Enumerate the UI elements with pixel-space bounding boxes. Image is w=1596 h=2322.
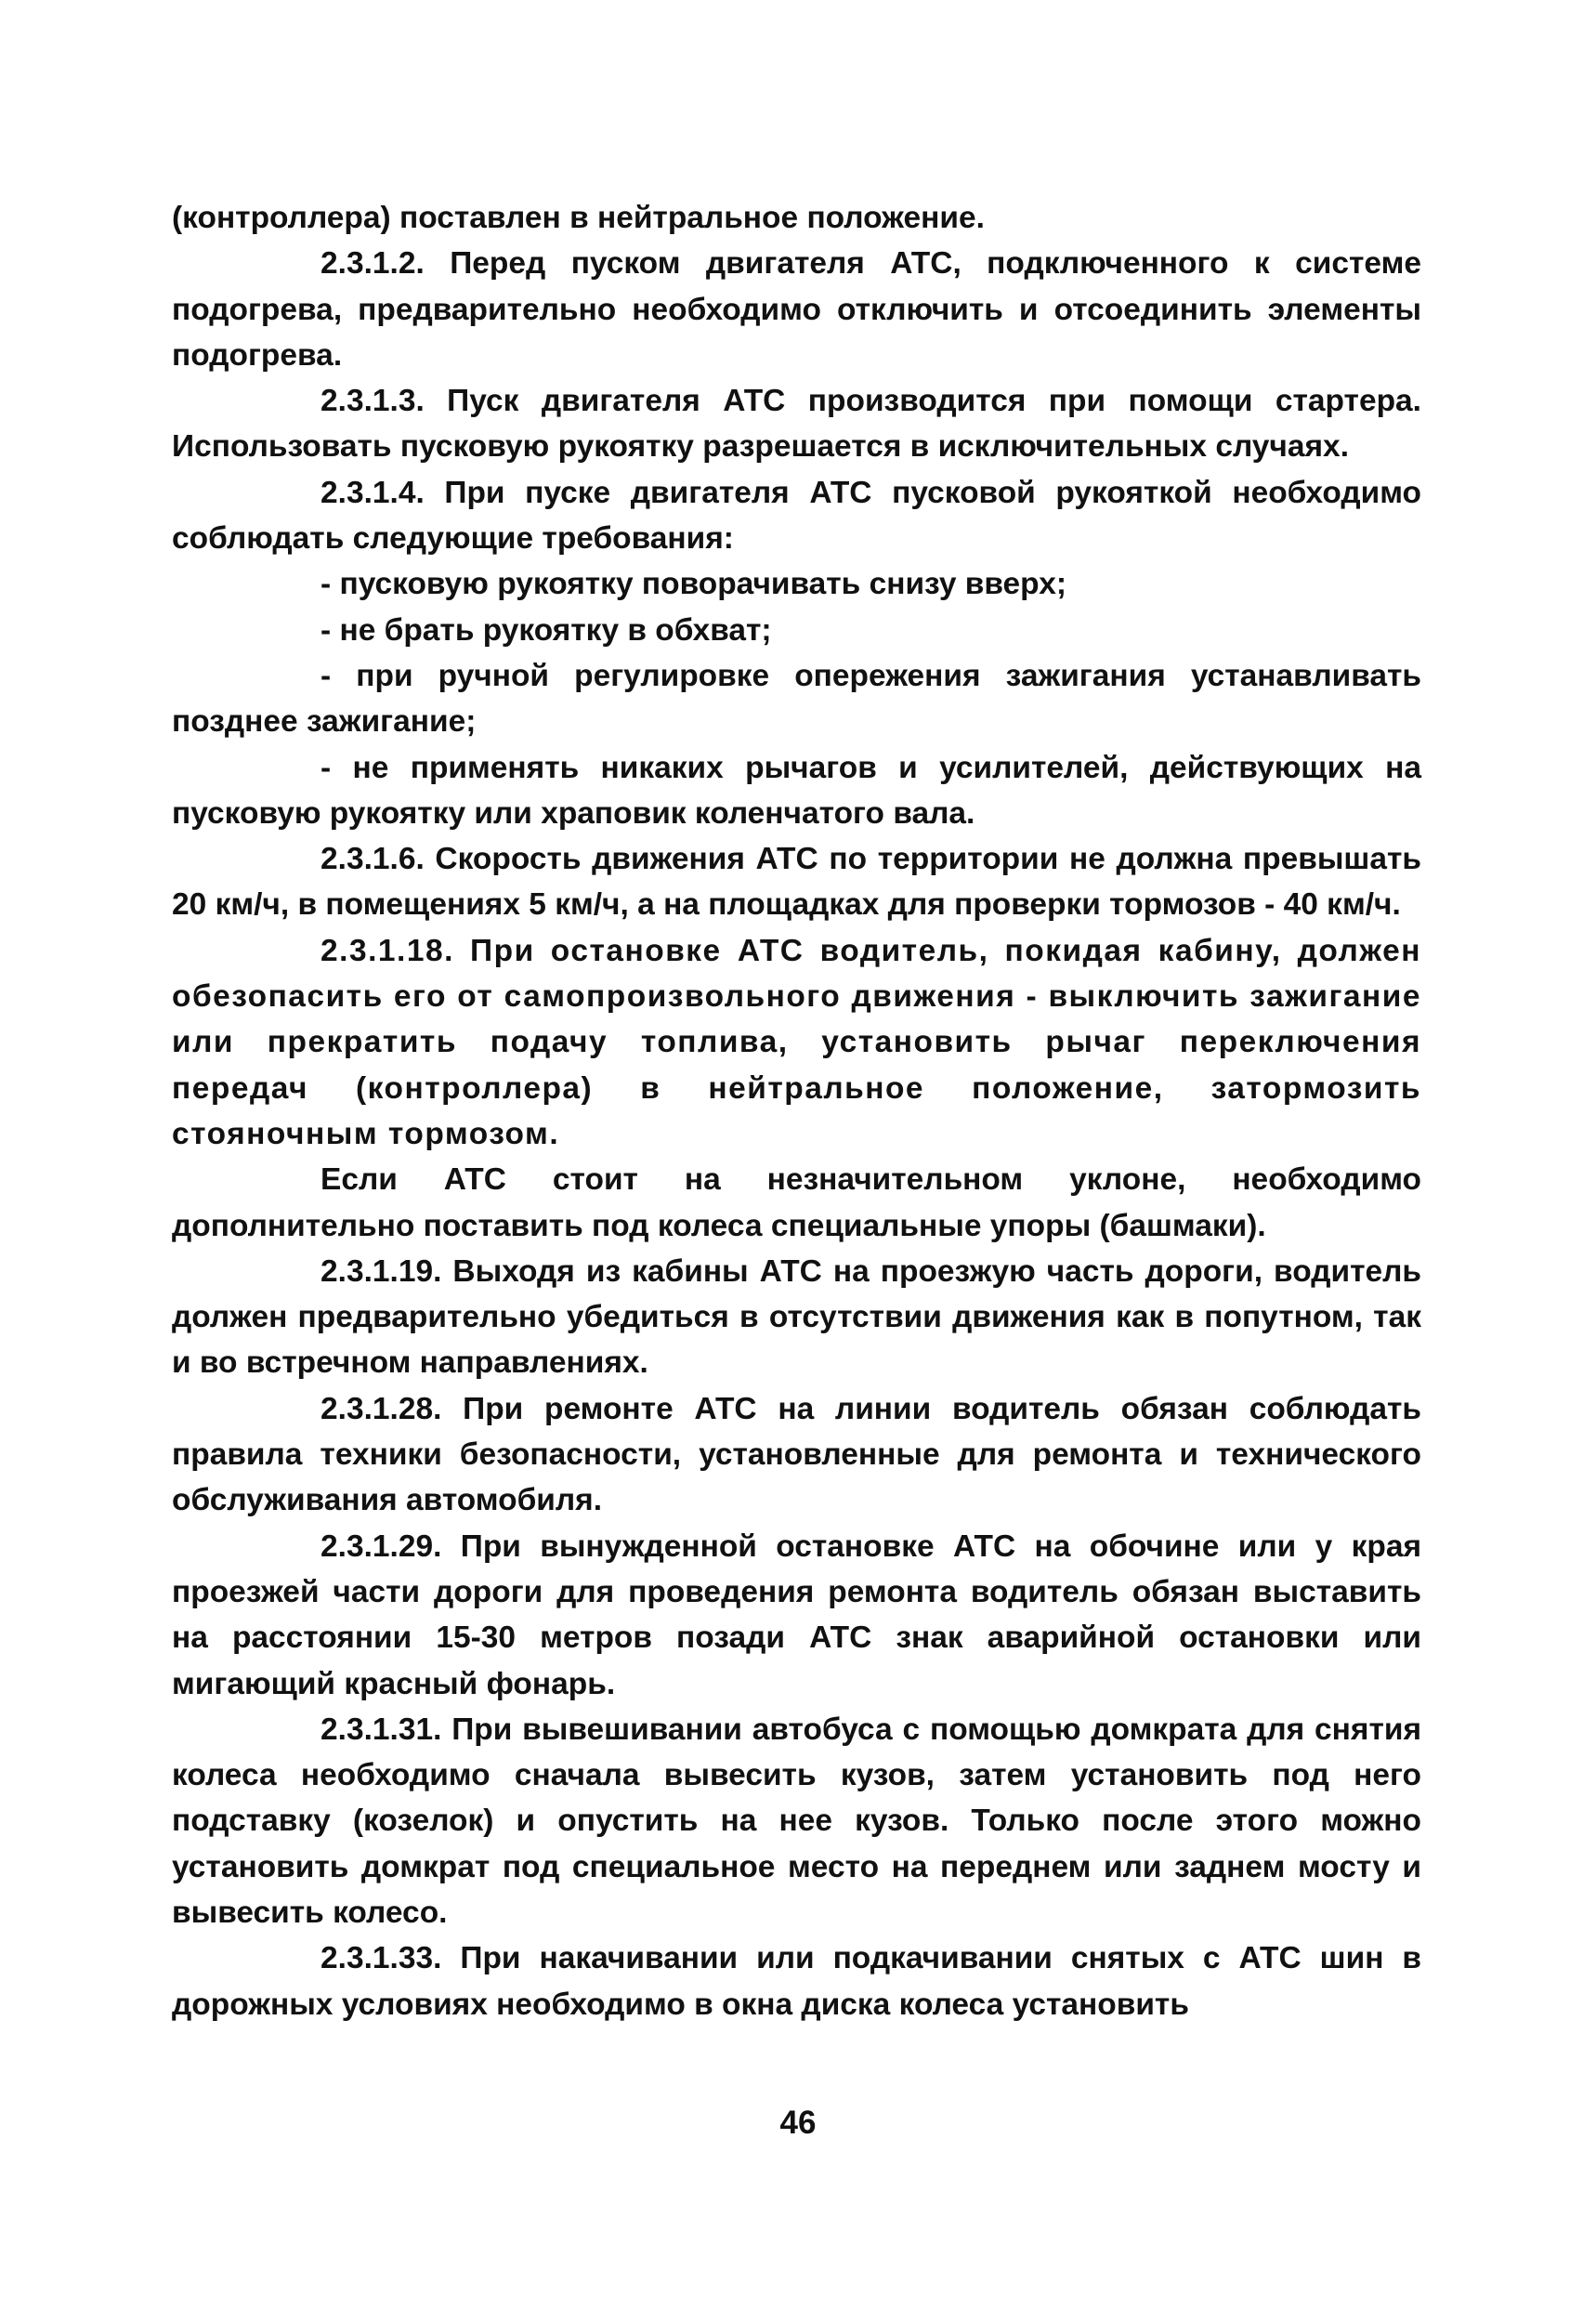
page-number: 46	[779, 2105, 817, 2141]
list-item-requirement-3: - при ручной регулировке опережения зажигания устанавливать позднее зажигание;	[172, 658, 1421, 740]
paragraph-2-3-1-2: 2.3.1.2. Перед пуском двигателя АТС, подключенного к системе подогрева, предварительно необходимо отключить и отсоединить элементы подогрева.	[172, 246, 1421, 373]
body-text	[172, 195, 1421, 2027]
paragraph-slope-note: Если АТС стоит на незначительном уклоне, необходимо дополнительно поставить под колеса специальные упоры (башмаки).	[172, 1162, 1421, 1243]
paragraph-2-3-1-18: 2.3.1.18. При остановке АТС водитель, покидая кабину, должен обезопасить его от самопроизвольного движения - выключить зажигание или прекратить подачу топлива, установить рычаг переключения передач (контроллера) в нейтральное положение, затормозить стояночным тормозом.	[172, 933, 1421, 1151]
paragraph-2-3-1-4: 2.3.1.4. При пуске двигателя АТС пусковой рукояткой необходимо соблюдать следующие требования:	[172, 475, 1421, 557]
paragraph-2-3-1-28: 2.3.1.28. При ремонте АТС на линии водитель обязан соблюдать правила техники безопасности, установленные для ремонта и технического обслуживания автомобиля.	[172, 1391, 1421, 1518]
paragraph-2-3-1-31: 2.3.1.31. При вывешивании автобуса с помощью домкрата для снятия колеса необходимо сначала вывесить кузов, затем установить под него подставку (козелок) и опустить на нее кузов. Только после этого можно установить домкрат под специальное место на переднем или заднем мосту и вывесить колесо.	[172, 1712, 1421, 1930]
list-item-requirement-1: - пусковую рукоятку поворачивать снизу вверх;	[321, 567, 1066, 602]
paragraph-2-3-1-19: 2.3.1.19. Выходя из кабины АТС на проезжую часть дороги, водитель должен предварительно убедиться в отсутствии движения как в попутном, так и во встречном направлениях.	[172, 1253, 1421, 1381]
paragraph-2-3-1-3: 2.3.1.3. Пуск двигателя АТС производится при помощи стартера. Использовать пусковую рукоятку разрешается в исключительных случаях.	[172, 384, 1421, 465]
list-item-requirement-4: - не применять никаких рычагов и усилителей, действующих на пусковую рукоятку или храповик коленчатого вала.	[172, 750, 1421, 831]
paragraph-2-3-1-6: 2.3.1.6. Скорость движения АТС по территории не должна превышать 20 км/ч, в помещениях 5 км/ч, а на площадках для проверки тормозов - 40 км/ч.	[172, 842, 1421, 923]
list-item-requirement-2: - не брать рукоятку в обхват;	[321, 612, 772, 648]
paragraph-2-3-1-33: 2.3.1.33. При накачивании или подкачивании снятых с АТС шин в дорожных условиях необходимо в окна диска колеса установить	[172, 1941, 1421, 2022]
paragraph-2-3-1-29: 2.3.1.29. При вынужденной остановке АТС на обочине или у края проезжей части дороги для проведения ремонта водитель обязан выставить на расстоянии 15-30 метров позади АТС знак аварийной остановки или мигающий красный фонарь.	[172, 1528, 1421, 1701]
paragraph-continuation: (контроллера) поставлен в нейтральное положение.	[172, 201, 985, 235]
